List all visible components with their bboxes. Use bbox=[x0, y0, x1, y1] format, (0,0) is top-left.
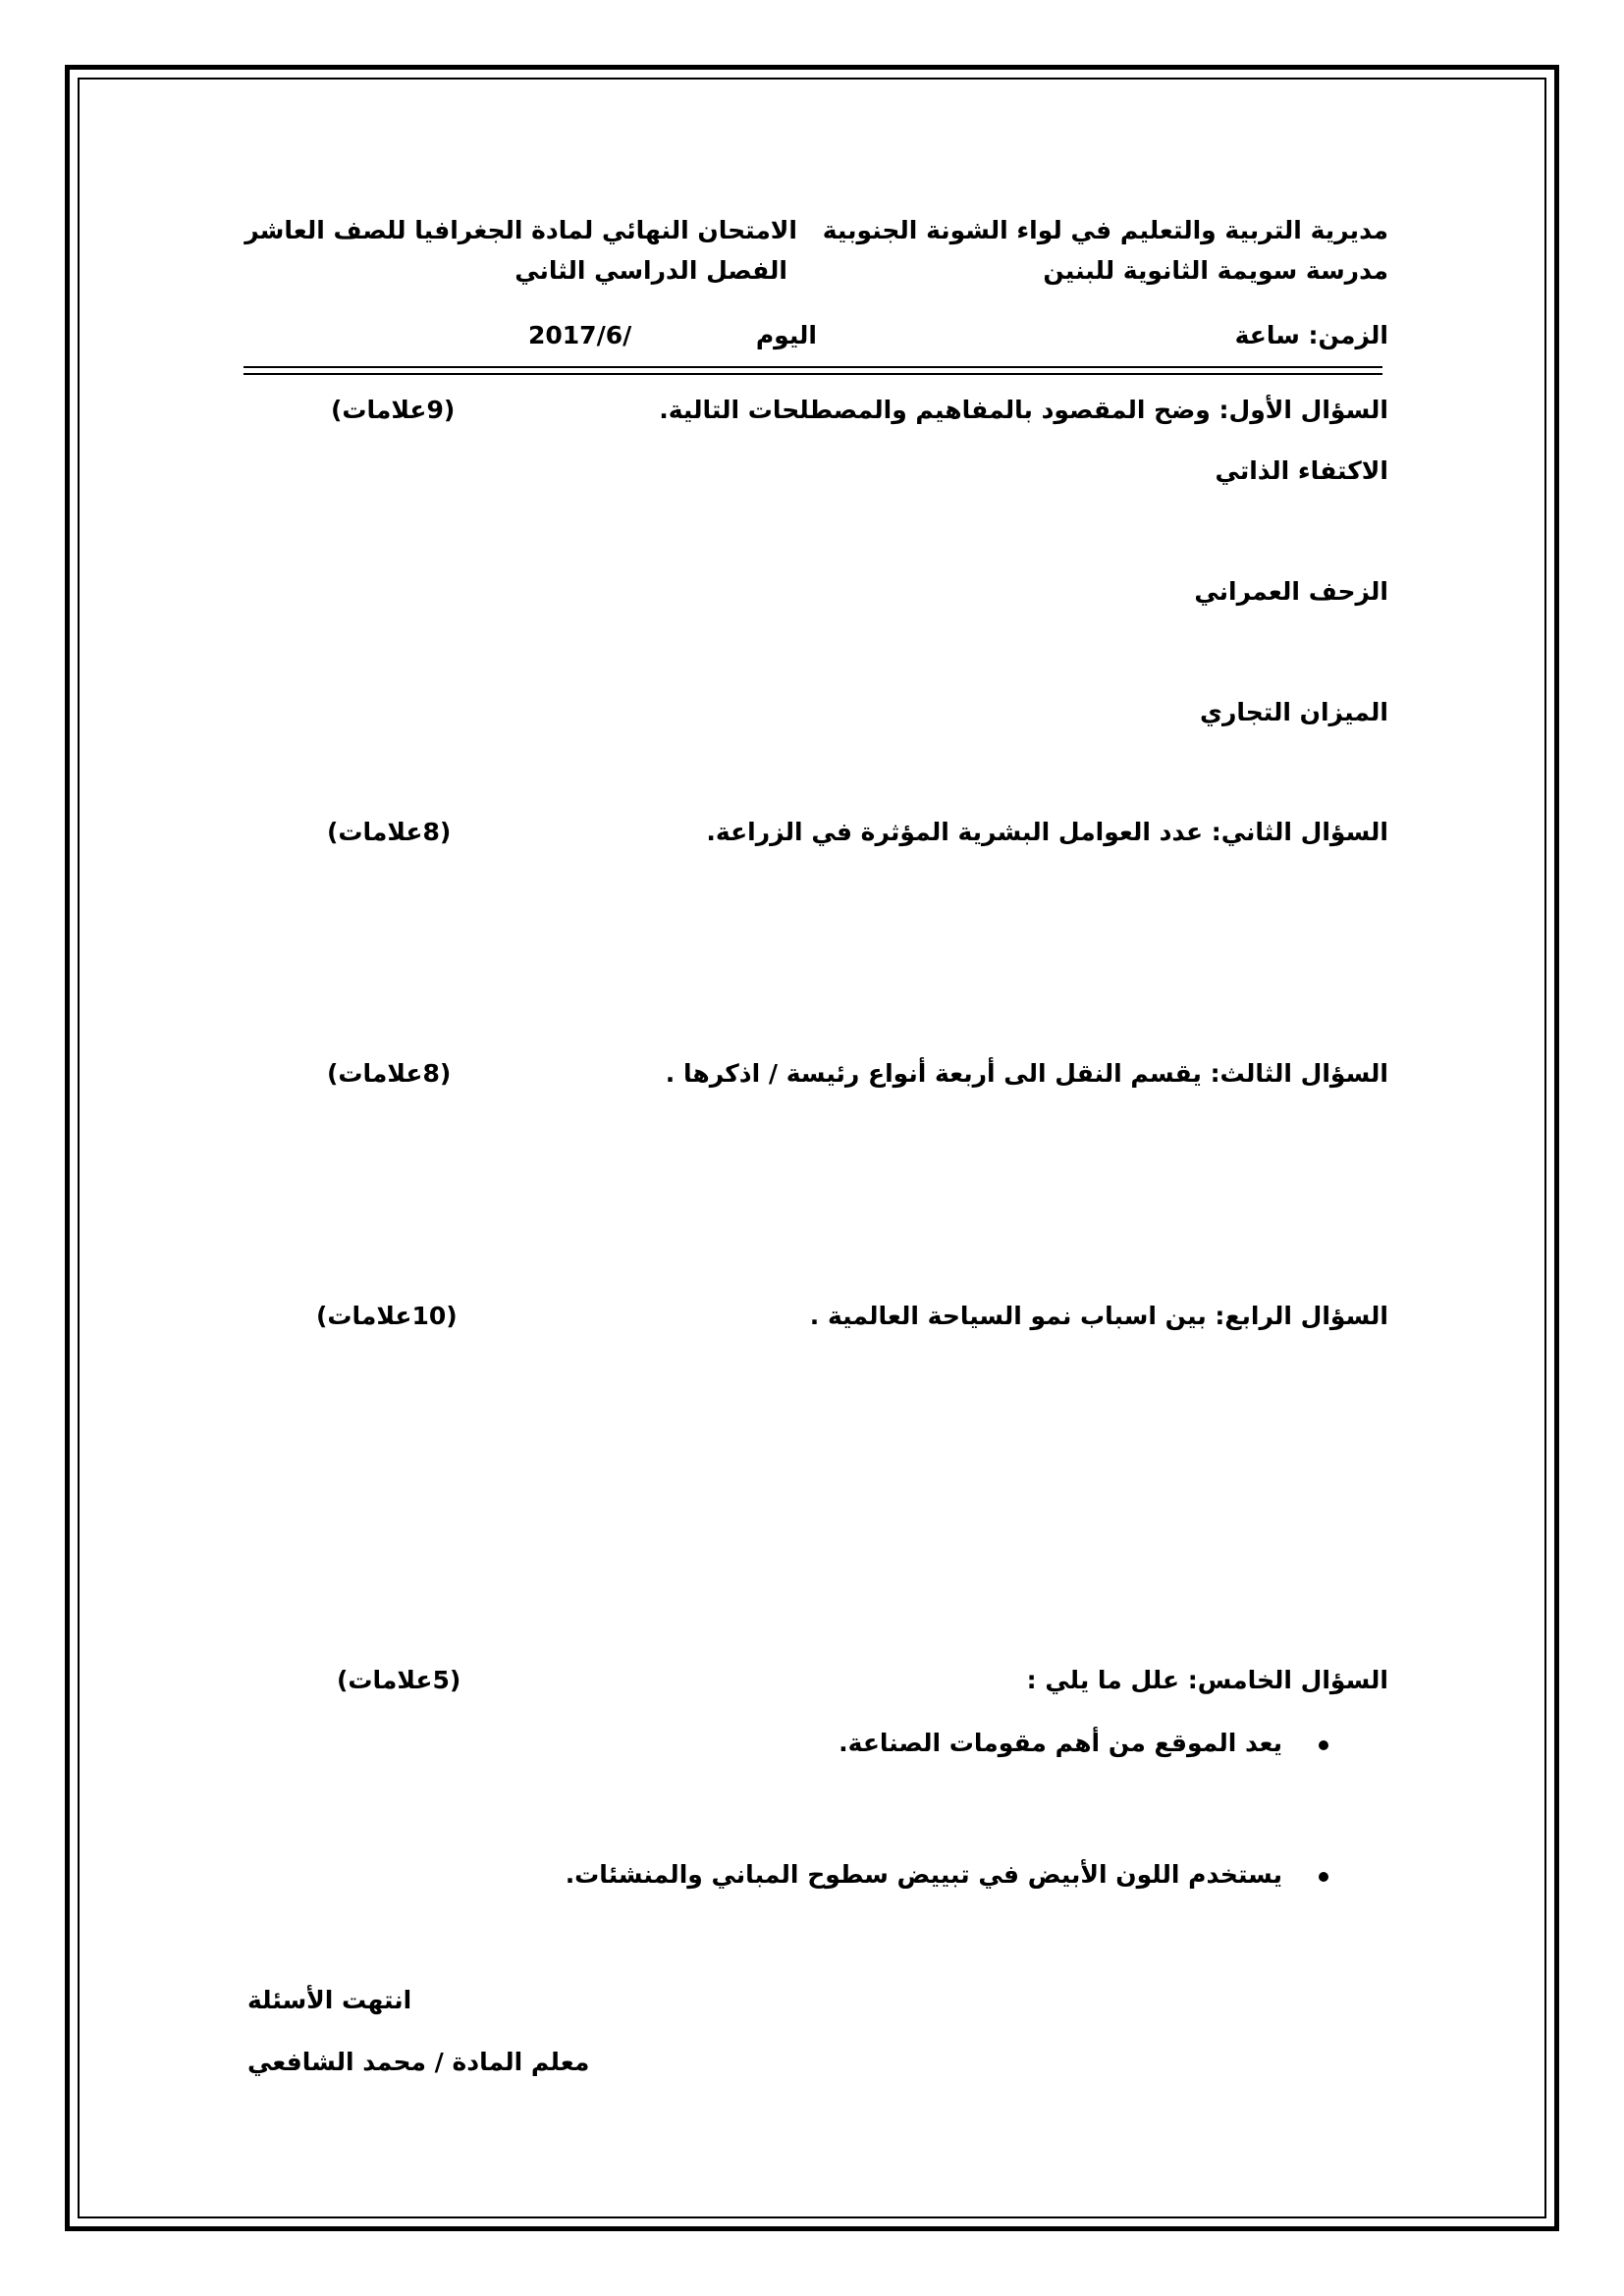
question-4-text: السؤال الرابع: بين اسباب نمو السياحة العالمية . bbox=[809, 1302, 1388, 1330]
exam-day-label: اليوم bbox=[755, 321, 817, 349]
question-3-text: السؤال الثالث: يقسم النقل الى أربعة أنواع رئيسة / اذكرها . bbox=[665, 1059, 1388, 1088]
reason-item-2: يستخدم اللون الأبيض في تبييض سطوح المباني والمنشئات. bbox=[565, 1860, 1282, 1889]
bullet-icon bbox=[1319, 1872, 1328, 1882]
question-1-text: السؤال الأول: وضح المقصود بالمفاهيم والمصطلحات التالية. bbox=[659, 396, 1388, 424]
header-divider bbox=[244, 366, 1382, 368]
reason-item-1: يعد الموقع من أهم مقومات الصناعة. bbox=[839, 1729, 1282, 1757]
term-urban-sprawl: الزحف العمراني bbox=[1194, 577, 1388, 606]
teacher-signature: معلم المادة / محمد الشافعي bbox=[247, 2048, 590, 2076]
end-of-questions: انتهت الأسئلة bbox=[247, 1986, 412, 2014]
directorate-name: مديرية التربية والتعليم في لواء الشونة الجنوبية bbox=[822, 216, 1388, 244]
school-name: مدرسة سويمة الثانوية للبنين bbox=[1043, 256, 1388, 285]
question-3-marks: (8علامات) bbox=[327, 1059, 452, 1088]
term-trade-balance: الميزان التجاري bbox=[1200, 698, 1388, 726]
header-divider-second bbox=[244, 373, 1382, 375]
semester: الفصل الدراسي الثاني bbox=[514, 256, 787, 285]
question-2-marks: (8علامات) bbox=[327, 818, 452, 846]
question-4-marks: (10علامات) bbox=[316, 1302, 458, 1330]
term-self-sufficiency: الاكتفاء الذاتي bbox=[1215, 456, 1388, 485]
bullet-icon bbox=[1319, 1740, 1328, 1750]
question-5-marks: (5علامات) bbox=[337, 1666, 461, 1694]
question-5-text: السؤال الخامس: علل ما يلي : bbox=[1026, 1666, 1388, 1694]
question-1-marks: (9علامات) bbox=[331, 396, 456, 424]
exam-time: الزمن: ساعة bbox=[1234, 321, 1388, 349]
exam-date: 2017/6/ bbox=[528, 321, 632, 349]
exam-title: الامتحان النهائي لمادة الجغرافيا للصف العاشر bbox=[244, 216, 797, 244]
question-2-text: السؤال الثاني: عدد العوامل البشرية المؤثرة في الزراعة. bbox=[706, 818, 1388, 846]
